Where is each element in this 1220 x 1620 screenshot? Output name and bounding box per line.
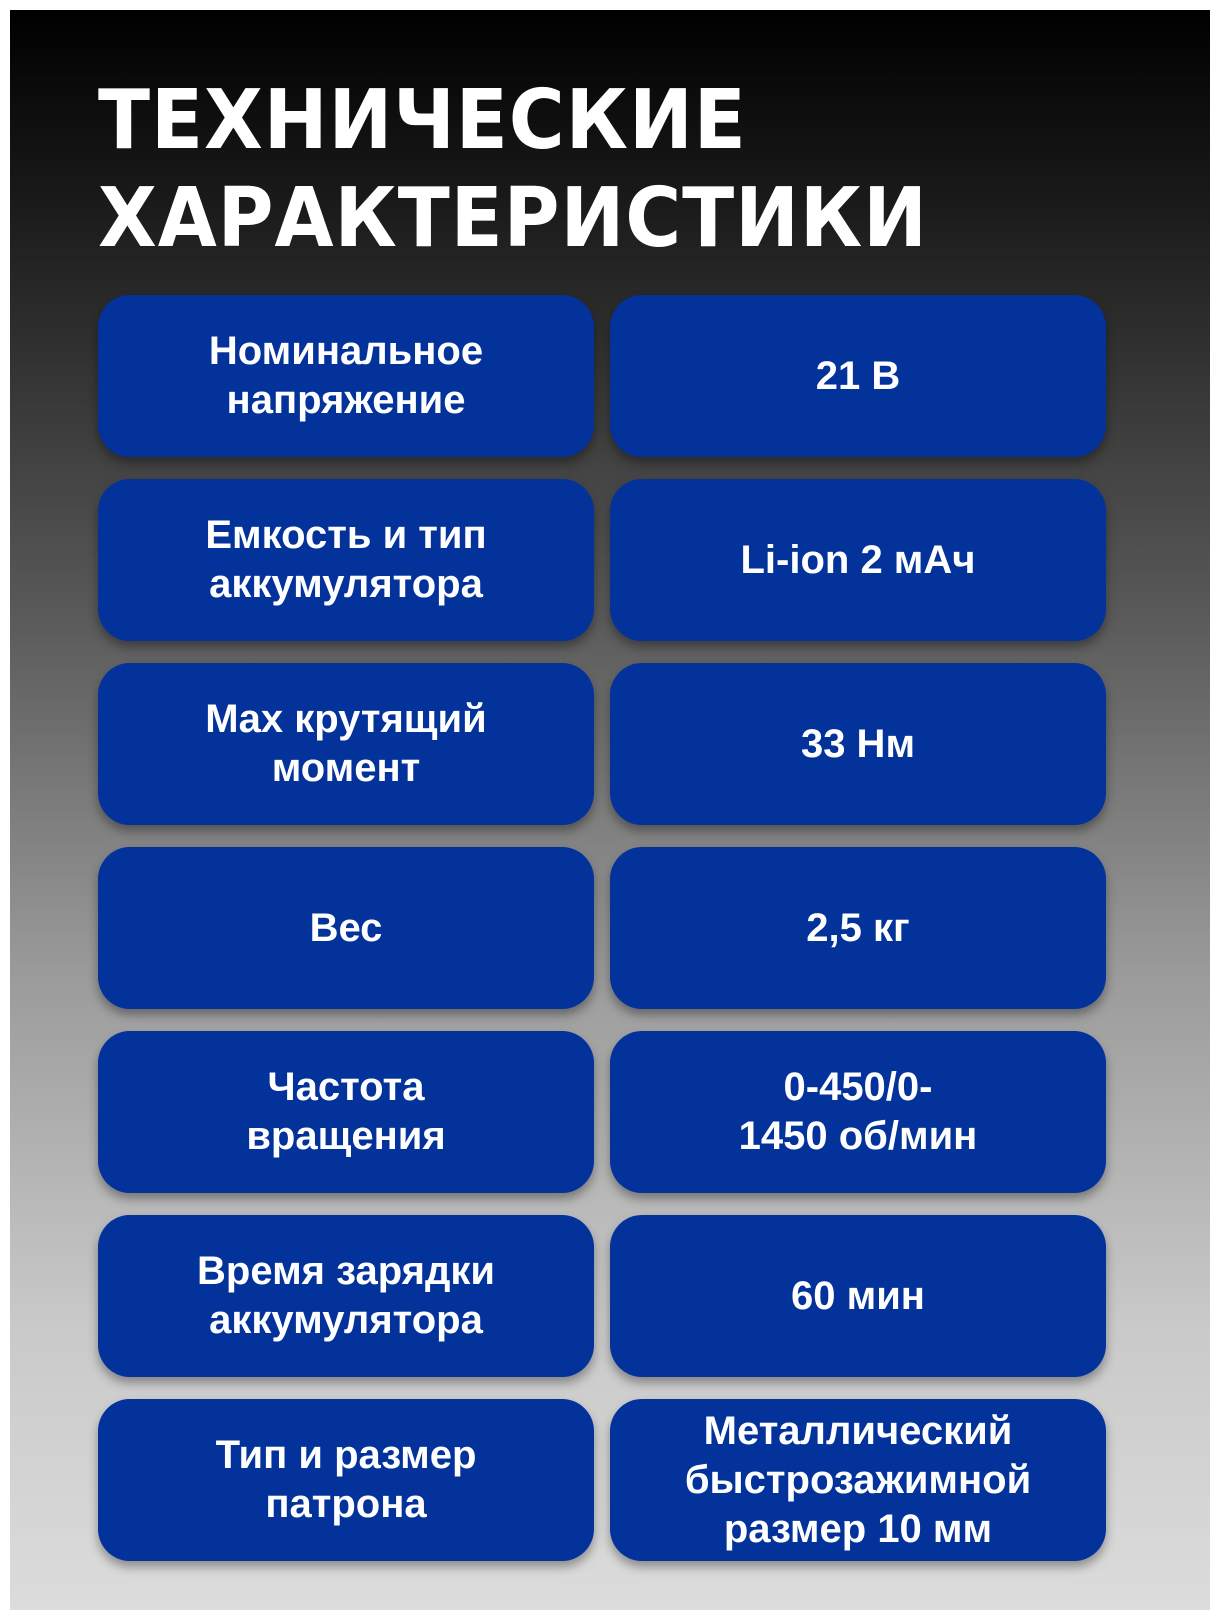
spec-row (98, 1031, 1106, 1193)
spec-label: Вес (309, 905, 383, 950)
spec-value-card (610, 1215, 1106, 1377)
spec-row (98, 1399, 1106, 1561)
spec-row (98, 663, 1106, 825)
spec-value: Li-ion 2 мАч (740, 537, 976, 582)
spec-value: 60 мин (791, 1273, 925, 1318)
spec-value-card (610, 295, 1106, 457)
spec-label-card (98, 663, 594, 825)
page-title (98, 72, 1028, 268)
spec-value: 2,5 кг (806, 905, 910, 950)
title-line-1: ТЕХНИЧЕСКИЕ (98, 73, 747, 168)
spec-label: Max крутящий момент (205, 697, 487, 790)
spec-value-card (610, 663, 1106, 825)
spec-value-card (610, 847, 1106, 1009)
spec-label-card (98, 1031, 594, 1193)
spec-value: Металлический быстрозажимной размер 10 мм (684, 1408, 1032, 1551)
spec-value-card (610, 1031, 1106, 1193)
spec-value-card (610, 479, 1106, 641)
spec-label: Номинальное напряжение (208, 329, 484, 422)
spec-sheet (10, 10, 1210, 1610)
spec-row (98, 479, 1106, 641)
spec-table (98, 295, 1106, 1583)
spec-value-card (610, 1399, 1106, 1561)
spec-label-card (98, 1215, 594, 1377)
spec-label: Частота вращения (246, 1065, 446, 1158)
spec-row (98, 1215, 1106, 1377)
spec-label: Время зарядки аккумулятора (197, 1249, 495, 1342)
spec-label: Тип и размер патрона (215, 1433, 477, 1526)
spec-value: 33 Нм (800, 721, 916, 766)
spec-label: Емкость и тип аккумулятора (205, 513, 487, 606)
title-line-2: ХАРАКТЕРИСТИКИ (98, 171, 928, 266)
spec-label-card (98, 1399, 594, 1561)
spec-row (98, 847, 1106, 1009)
spec-label-card (98, 479, 594, 641)
spec-value: 21 В (815, 353, 901, 398)
spec-label-card (98, 295, 594, 457)
spec-value: 0-450/0- 1450 об/мин (738, 1065, 978, 1158)
spec-row (98, 295, 1106, 457)
spec-label-card (98, 847, 594, 1009)
